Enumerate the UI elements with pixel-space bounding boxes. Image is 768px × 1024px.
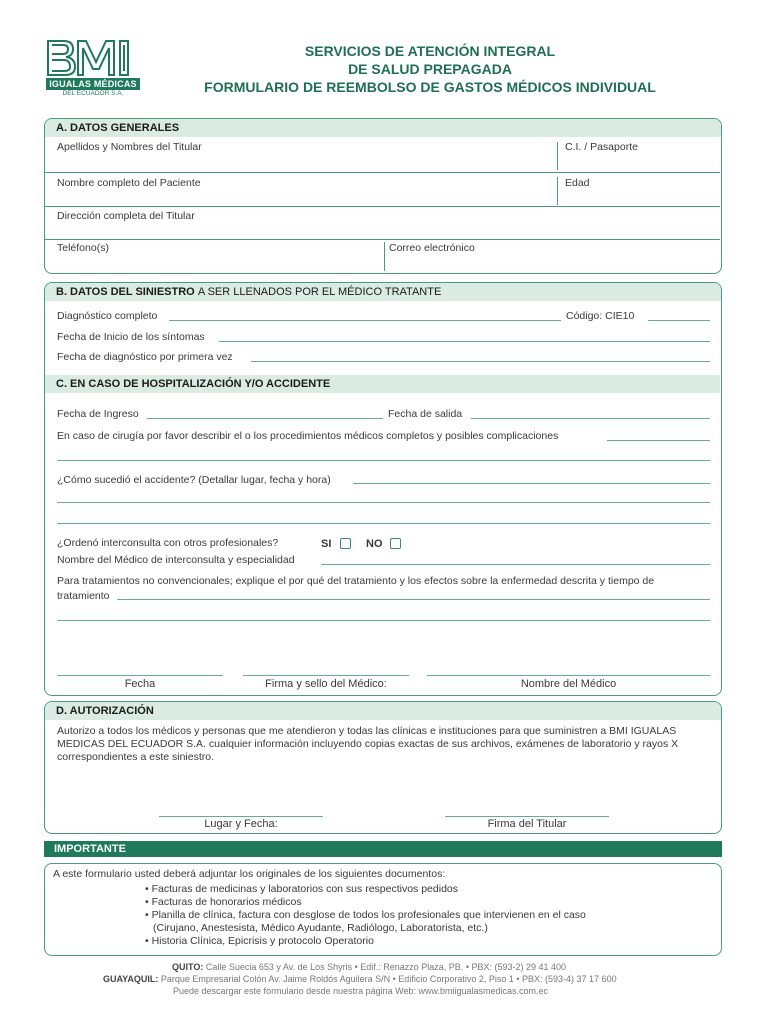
titular-signature-label: Firma del Titular	[487, 818, 567, 830]
unconventional-line[interactable]	[117, 599, 710, 600]
patient-name-label: Nombre completo del Paciente	[57, 177, 201, 189]
ci-passport-label: C.I. / Pasaporte	[565, 141, 638, 153]
row-divider	[45, 172, 720, 173]
accident-label: ¿Cómo sucedió el accidente? (Detallar lugar, fecha y hora)	[57, 474, 331, 486]
cie10-code-label: Código: CIE10	[566, 310, 635, 322]
header-line-1: SERVICIOS DE ATENCIÓN INTEGRAL	[304, 43, 556, 59]
age-label: Edad	[565, 177, 590, 189]
cie10-code-line[interactable]	[648, 320, 710, 321]
section-b-header	[45, 283, 721, 301]
yes-checkbox[interactable]	[340, 538, 351, 549]
interconsult-doctor-label: Nombre del Médico de interconsulta y especialidad	[57, 554, 295, 566]
bmi-logo-letters-icon	[46, 38, 140, 78]
row-divider	[45, 239, 720, 240]
footer-quito-label: QUITO:	[172, 962, 204, 972]
footer-guayaquil	[103, 974, 617, 984]
unconventional-label-2: tratamiento	[57, 590, 110, 602]
no-checkbox[interactable]	[390, 538, 401, 549]
symptoms-start-label: Fecha de Inicio de los síntomas	[57, 331, 205, 343]
divider	[557, 177, 558, 205]
footer-quito-address: Calle Suecia 653 y Av. de Los Shyris • Edif.: Renazzo Plaza, PB. • PBX: (593-2) 29 41 400	[205, 962, 567, 972]
diagnosis-label: Diagnóstico completo	[57, 310, 158, 322]
section-a-header: A. DATOS GENERALES	[45, 119, 721, 137]
doctor-name-line[interactable]	[427, 675, 710, 676]
section-d-header: D. AUTORIZACIÓN	[45, 702, 721, 720]
accident-line-2[interactable]	[57, 502, 710, 503]
surgery-line[interactable]	[607, 440, 710, 441]
admission-date-label: Fecha de Ingreso	[57, 408, 139, 420]
email-label: Correo electrónico	[389, 242, 475, 254]
discharge-date-label: Fecha de salida	[388, 408, 463, 420]
authorization-text-3: correspondientes a este siniestro.	[57, 751, 215, 763]
admission-date-line[interactable]	[147, 418, 383, 419]
section-b-title: B. DATOS DEL SINIESTRO	[56, 286, 195, 298]
section-a-general-data	[44, 118, 722, 274]
section-b-note: A SER LLENADOS POR EL MÉDICO TRATANTE	[197, 286, 442, 298]
document-item: • Planilla de clínica, factura con desglose de todos los profesionales que intervienen en el caso	[145, 909, 586, 921]
document-item: • Facturas de medicinas y laboratorios con sus respectivos pedidos	[145, 883, 458, 895]
titular-signature-line[interactable]	[445, 816, 609, 817]
phone-label: Teléfono(s)	[57, 242, 109, 254]
logo-tagline: IGUALAS MÉDICAS	[46, 78, 140, 90]
section-c-header: C. EN CASO DE HOSPITALIZACIÓN Y/O ACCIDENTE	[45, 375, 720, 393]
divider	[384, 242, 385, 271]
document-item: (Cirujano, Anestesista, Médico Ayudante, Radiólogo, Laboratorista, etc.)	[153, 922, 488, 934]
interconsult-doctor-line[interactable]	[321, 564, 710, 565]
accident-line[interactable]	[353, 483, 710, 484]
surgery-line-2[interactable]	[57, 460, 710, 461]
divider	[557, 142, 558, 170]
doctor-name-label: Nombre del Médico	[520, 678, 617, 690]
footer-guayaquil-address: Parque Empresarial Colón Av. Jaime Roldós Aguilera S/N • Edificio Corporativo 2, Piso 1 • PBX: (593-4) 37 17 600	[160, 974, 617, 984]
footer-guayaquil-label: GUAYAQUIL:	[103, 974, 159, 984]
date-signature-label: Fecha	[124, 678, 156, 690]
authorization-text-1: Autorizo a todos los médicos y personas que me atendieron y todas las clínicas e instituciones para que suministren a BMI IGUALAS	[57, 725, 677, 737]
accident-line-3[interactable]	[57, 523, 710, 524]
symptoms-start-line[interactable]	[219, 341, 710, 342]
authorization-text-2: MEDICAS DEL ECUADOR S.A. cualquier información incluyendo copias exactas de sus archivos, exámenes de laboratorio y rayos X	[57, 738, 679, 750]
titular-name-label: Apellidos y Nombres del Titular	[57, 141, 202, 153]
interconsult-question: ¿Ordenó interconsulta con otros profesionales?	[57, 537, 279, 549]
bmi-logo	[46, 38, 142, 96]
address-label: Dirección completa del Titular	[57, 210, 195, 222]
row-divider	[45, 206, 720, 207]
doctor-signature-label: Firma y sello del Médico:	[265, 678, 387, 690]
important-intro: A este formulario usted deberá adjuntar los originales de los siguientes documentos:	[53, 868, 446, 880]
section-b-c-container	[44, 282, 722, 696]
place-date-label: Lugar y Fecha:	[204, 818, 278, 830]
unconventional-label-1: Para tratamientos no convencionales; explique el por qué del tratamiento y los efectos sobre la enfermedad descrita y tiempo de	[57, 575, 655, 587]
document-item: • Facturas de honorarios médicos	[145, 896, 302, 908]
logo-subtitle: DEL ECUADOR S.A.	[62, 90, 124, 97]
surgery-label: En caso de cirugía por favor describir el o los procedimientos médicos completos y posibles complicaciones	[57, 430, 559, 442]
discharge-date-line[interactable]	[471, 418, 710, 419]
unconventional-line-2[interactable]	[57, 620, 710, 621]
yes-label: SI	[321, 538, 332, 550]
important-header: IMPORTANTE	[44, 841, 722, 857]
form-title: FORMULARIO DE REEMBOLSO DE GASTOS MÉDICOS INDIVIDUAL	[204, 79, 656, 95]
footer-quito	[172, 962, 566, 972]
header-line-2: DE SALUD PREPAGADA	[348, 61, 512, 77]
no-label: NO	[366, 538, 383, 550]
section-d-authorization	[44, 701, 722, 834]
document-item: • Historia Clínica, Epicrisis y protocolo Operatorio	[145, 935, 374, 947]
diagnosis-date-line[interactable]	[251, 361, 710, 362]
place-date-line[interactable]	[159, 816, 323, 817]
diagnosis-date-label: Fecha de diagnóstico por primera vez	[57, 351, 233, 363]
doctor-signature-line[interactable]	[243, 675, 409, 676]
important-box	[44, 863, 722, 956]
footer-download-link[interactable]: Puede descargar este formulario desde nuestra página Web: www.bmiigualasmedicas.com.ec	[173, 986, 549, 996]
date-signature-line[interactable]	[57, 675, 223, 676]
diagnosis-line[interactable]	[169, 320, 561, 321]
